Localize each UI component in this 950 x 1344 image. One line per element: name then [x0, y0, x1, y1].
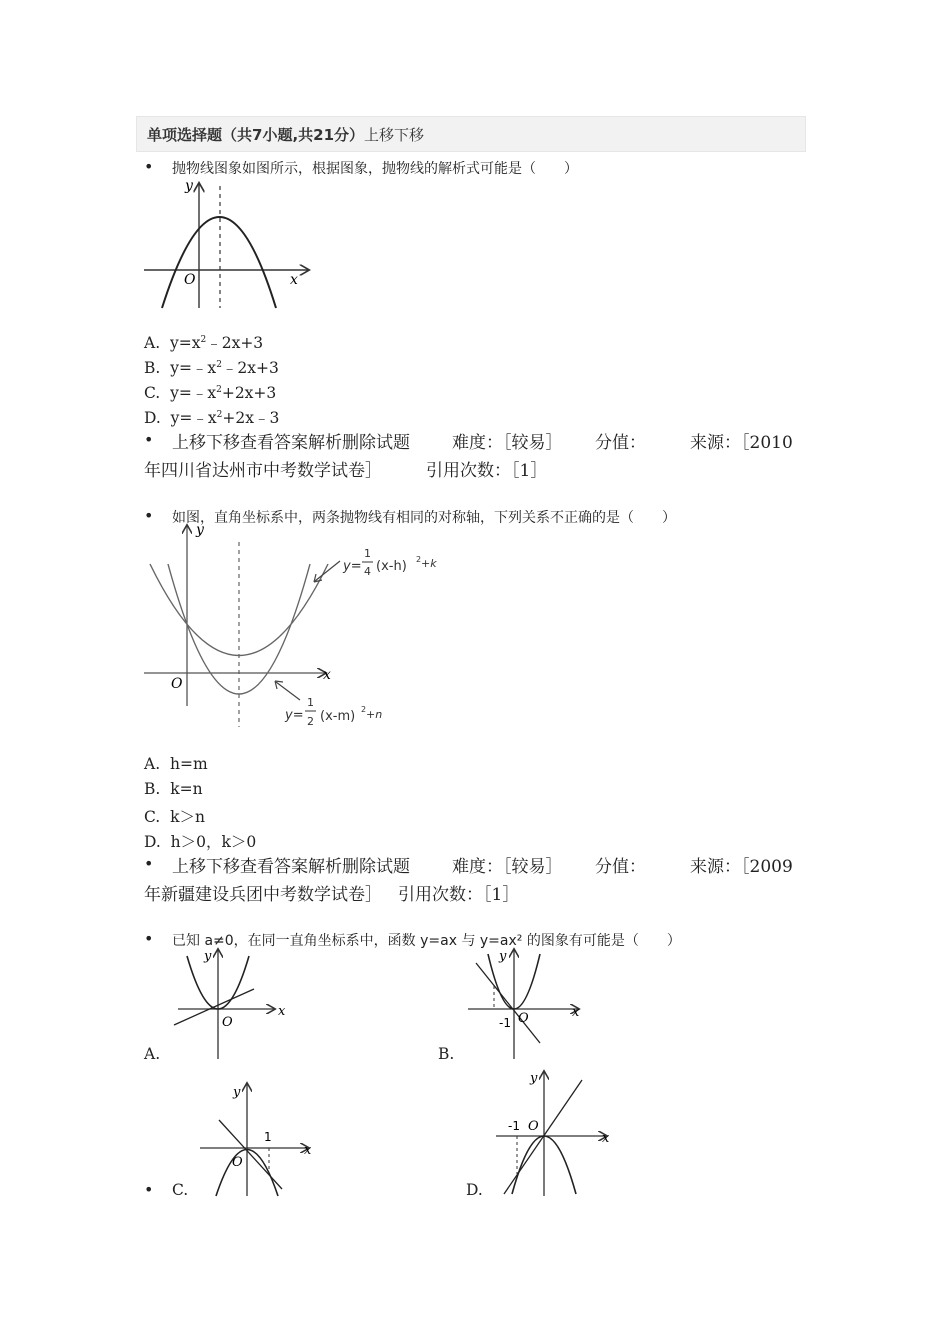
bullet: •	[144, 929, 154, 948]
q3-option-a[interactable]: A.	[144, 1045, 161, 1063]
q2-upper-eq-sup: 2	[416, 555, 422, 564]
q2-upper-eq-tail: +k	[421, 557, 437, 570]
q3b-x-label: x	[572, 1005, 580, 1020]
q2-option-d[interactable]: D. h＞0，k＞0	[144, 833, 257, 851]
q2-difficulty: 难度：［较易］	[452, 857, 563, 877]
q3c-origin-label: O	[232, 1155, 243, 1170]
bullet: •	[144, 157, 154, 176]
q2-source-line1: 来源：［2009	[690, 857, 793, 877]
q3c-x-label: x	[304, 1143, 312, 1158]
q3b-neg1-label: -1	[499, 1016, 511, 1030]
q2-lower-eq-sup: 2	[361, 705, 367, 714]
q1-option-d[interactable]: D. $y=﹣x^2+2x﹣3$	[144, 409, 280, 427]
q1-option-c[interactable]: C. $y=﹣x^2+2x+3$	[144, 384, 277, 402]
q1-origin-label: O	[184, 272, 196, 288]
q2-score: 分值：	[595, 857, 646, 877]
section-title: 单项选择题（共7小题,共21分）	[147, 126, 365, 144]
section-header	[136, 116, 806, 152]
question-2-figure	[140, 522, 445, 734]
q3-figure-c	[194, 1078, 319, 1198]
q1-citations: 引用次数：［1］	[426, 461, 548, 481]
q1-x-label: x	[290, 272, 298, 288]
question-1-stem: 抛物线图象如图所示，根据图象，抛物线的解析式可能是（ ）	[172, 161, 578, 177]
q2-lower-eq-num: 1	[307, 696, 314, 709]
q2-lower-eq-lhs: y=	[285, 708, 304, 723]
q3d-x-label: x	[602, 1131, 610, 1146]
q2-option-b[interactable]: B. k=n	[144, 780, 203, 798]
q3a-origin-label: O	[222, 1015, 233, 1030]
q1-source-line1: 来源：［2010	[690, 433, 793, 453]
q3c-y-label: y	[233, 1085, 241, 1100]
q2-lower-eq-den: 2	[307, 715, 314, 728]
bullet: •	[144, 854, 154, 873]
q2-source-line2: 年新疆建设兵团中考数学试卷］	[144, 885, 382, 905]
question-2-stem: 如图，直角坐标系中，两条抛物线有相同的对称轴，下列关系不正确的是（ ）	[172, 510, 676, 526]
q1-source-line2: 年四川省达州市中考数学试卷］	[144, 461, 382, 481]
q3-figure-a	[168, 946, 293, 1060]
bullet: •	[144, 430, 154, 449]
q2-citations: 引用次数：［1］	[398, 885, 520, 905]
q3c-one-label: 1	[264, 1130, 272, 1144]
q3a-x-label: x	[278, 1004, 286, 1019]
q2-lower-eq-body: (x-m)	[320, 709, 356, 724]
section-move-links[interactable]: 上移下移	[364, 126, 425, 144]
q2-y-label: y	[196, 522, 204, 538]
q2-actions[interactable]: 上移下移查看答案解析删除试题	[172, 857, 410, 877]
question-3-stem: 已知 a≠0，在同一直角坐标系中，函数 y=ax 与 y=ax² 的图象有可能是（ ）	[172, 933, 681, 949]
q3-option-b[interactable]: B.	[438, 1045, 455, 1063]
q3a-y-label: y	[204, 949, 212, 964]
q2-upper-eq-den: 4	[364, 565, 371, 578]
q1-option-a[interactable]: A. $y=x^2﹣2x+3$	[144, 334, 264, 352]
q1-difficulty: 难度：［较易］	[452, 433, 563, 453]
q3-figure-b	[462, 946, 587, 1060]
q2-lower-eq-tail: +n	[366, 708, 383, 721]
q2-upper-eq-body: (x-h)	[376, 559, 407, 574]
bullet: •	[144, 506, 154, 525]
q2-origin-label: O	[171, 676, 183, 692]
q2-option-c[interactable]: C. k＞n	[144, 808, 205, 826]
q3b-y-label: y	[499, 949, 507, 964]
q1-option-b[interactable]: B. $y=﹣x^2﹣2x+3$	[144, 359, 279, 377]
q3b-origin-label: O	[518, 1011, 529, 1026]
q1-score: 分值：	[595, 433, 646, 453]
q2-option-a[interactable]: A. h=m	[144, 755, 208, 773]
q3-option-d[interactable]: D.	[466, 1181, 483, 1199]
question-1-figure	[140, 176, 315, 311]
q3d-y-label: y	[530, 1071, 538, 1086]
q1-actions[interactable]: 上移下移查看答案解析删除试题	[172, 433, 410, 453]
q3-figure-d	[490, 1068, 615, 1198]
q3d-origin-label: O	[528, 1119, 539, 1134]
q2-upper-eq-lhs: y=	[343, 559, 362, 574]
q3-option-c[interactable]: C.	[172, 1181, 189, 1199]
q2-x-label: x	[323, 667, 331, 683]
bullet: •	[144, 1180, 154, 1199]
q3d-neg1-label: -1	[508, 1119, 520, 1133]
q1-y-label: y	[185, 178, 193, 194]
q2-upper-eq-num: 1	[364, 547, 371, 560]
